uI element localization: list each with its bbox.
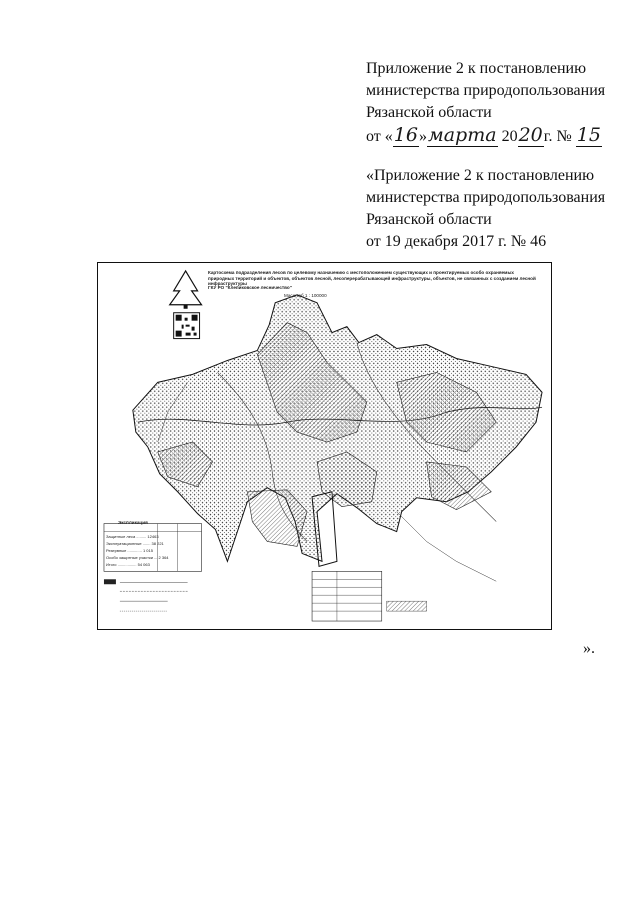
header-line-1: Приложение 2 к постановлению [366, 60, 587, 77]
tree-logo-icon [170, 271, 202, 309]
quoted-line-2: министерства природопользования [366, 189, 606, 206]
legend-row: Итого ................. 54 063 [106, 562, 150, 567]
appendix-header [366, 58, 605, 148]
map-heading: Картосхема подразделения лесов по целевому назначению с местоположением существующих и проектируемых особо охраняемых природных территорий и объектов, объектов лесной, лесоперерабатывающей инфраструктуры, объектов, не связанных с созданием лесной инфраструктуры [208, 270, 536, 286]
header-line-2: министерства природопользования [366, 82, 606, 99]
date-mid: » [418, 128, 427, 145]
legend-title: Экспликация [118, 520, 148, 525]
legend-row: Эксплуатационные ....... 38 221 [106, 541, 164, 546]
date-year-prefix: 20 [501, 128, 518, 145]
quoted-line-3: Рязанской области [366, 211, 492, 228]
quoted-appendix [366, 165, 605, 253]
date-prefix: от « [366, 128, 393, 145]
qr-code-icon [174, 313, 200, 339]
header-line-3: Рязанской области [366, 104, 492, 121]
map-scale: Масштаб 1 : 100000 [284, 293, 327, 298]
legend-row: Особо защитные участки ... 2 364 [106, 555, 169, 560]
quoted-line-4: от 19 декабря 2017 г. № 46 [366, 233, 547, 250]
number-prefix: г. № [543, 128, 572, 145]
forest-map [97, 262, 552, 630]
legend-row: Защитные леса ......... 12463 [106, 534, 159, 539]
quoted-line-1: «Приложение 2 к постановлению [366, 167, 595, 184]
legend-row: Резервные ............. 1 015 [106, 548, 153, 553]
date-month: марта [427, 124, 497, 146]
map-drawing [98, 263, 551, 629]
map-organization: ГКУ РО "Клепиковское лесничество" [208, 285, 292, 290]
header-date-line [366, 124, 605, 148]
closing-quote: ». [583, 640, 595, 657]
legend-table-right [312, 571, 426, 621]
date-year-suffix: 20 [518, 124, 543, 146]
document-number: 15 [576, 124, 601, 146]
date-day: 16 [393, 124, 418, 146]
